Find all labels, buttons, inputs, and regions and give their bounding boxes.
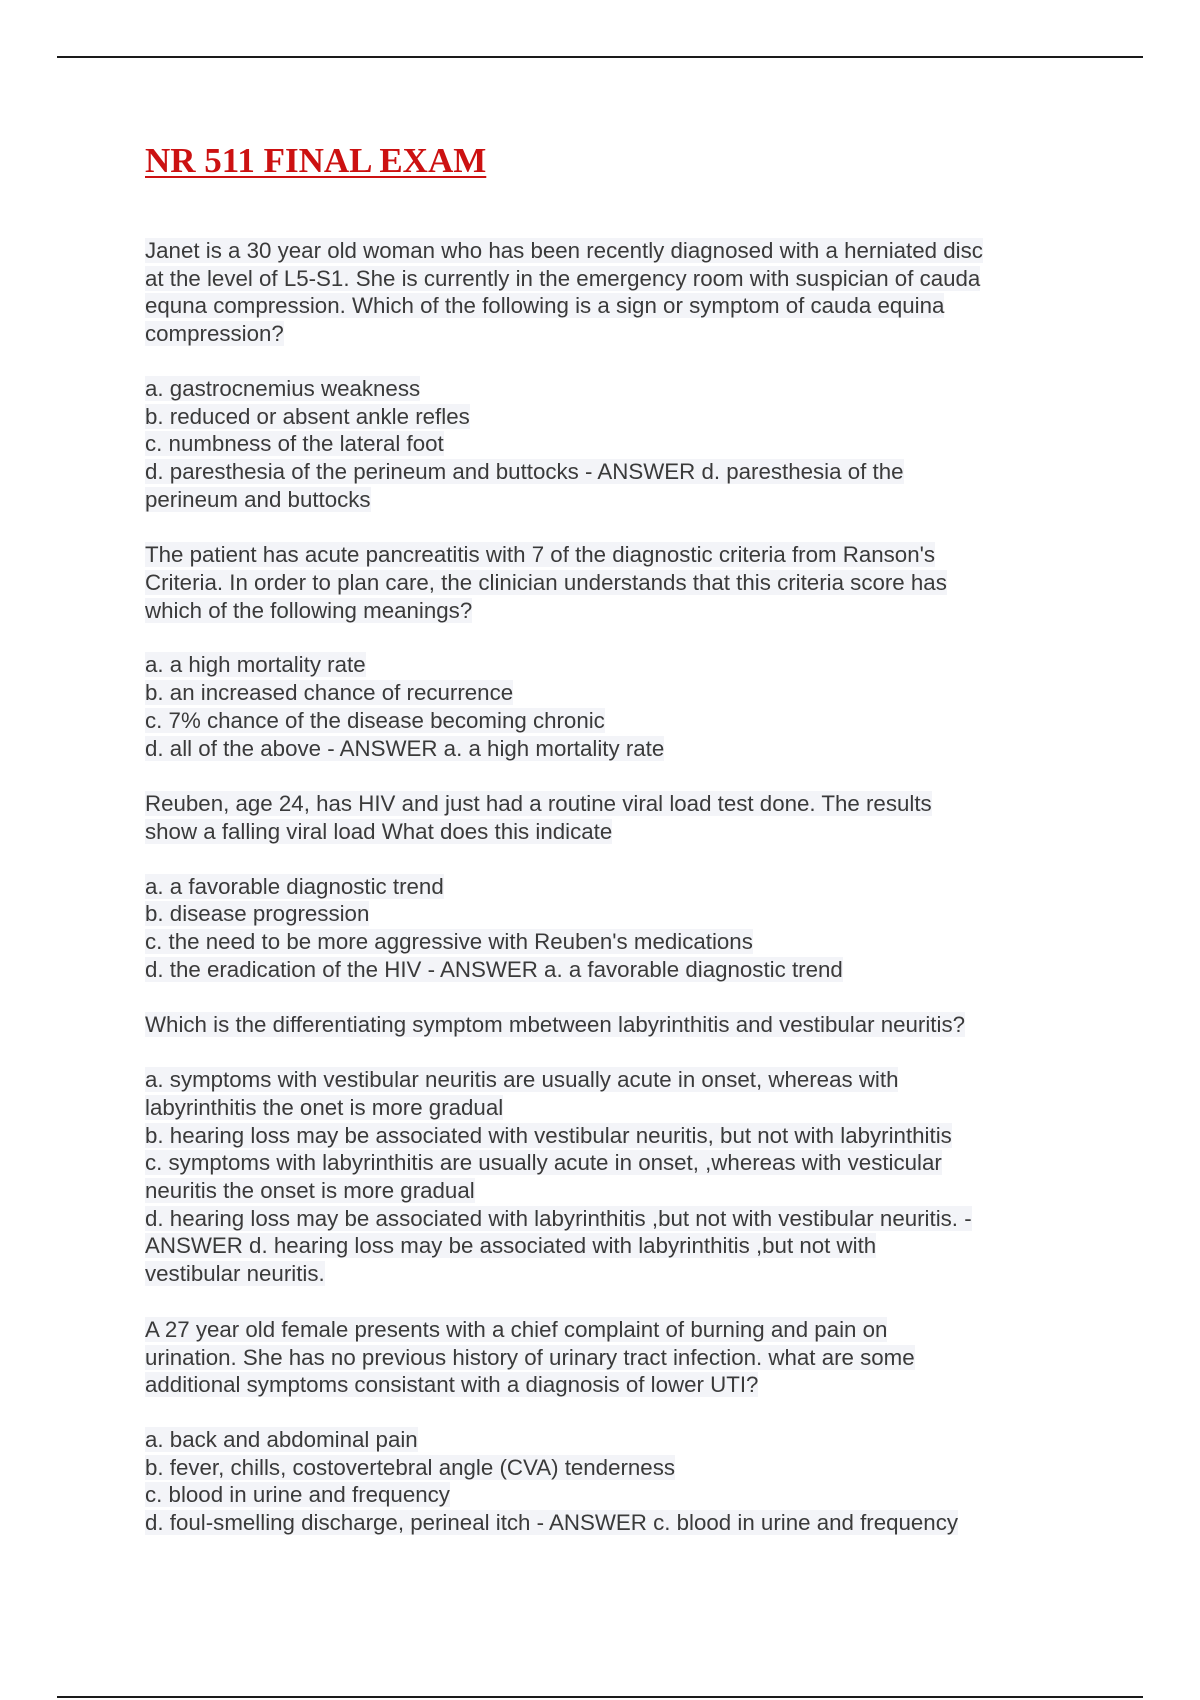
document-body [145, 140, 1065, 1565]
question-stem-line [145, 265, 1065, 293]
question-stem-line [145, 320, 1065, 348]
question-block [145, 790, 1065, 983]
answer-option-text: c. numbness of the lateral foot [145, 431, 444, 457]
question-stem-line [145, 1344, 1065, 1372]
answer-option-line [145, 873, 1065, 901]
question-stem-text: at the level of L5-S1. She is currently in the emergency room with suspician of cauda [145, 265, 981, 291]
question-stem-line [145, 541, 1065, 569]
answer-option-line [145, 735, 1065, 763]
answer-option-line [145, 430, 1065, 458]
answer-option-text: d. paresthesia of the perineum and buttocks - ANSWER d. paresthesia of the [145, 458, 904, 484]
question-stem [145, 541, 1065, 624]
question-stem-text: additional symptoms consistant with a diagnosis of lower UTI? [145, 1372, 759, 1398]
answer-option-line [145, 486, 1065, 514]
answer-option-text: b. fever, chills, costovertebral angle (CVA) tenderness [145, 1454, 676, 1480]
answer-option-text: d. foul-smelling discharge, perineal itch - ANSWER c. blood in urine and frequency [145, 1510, 959, 1536]
answer-option-line [145, 1177, 1065, 1205]
question-block [145, 541, 1065, 762]
answer-option-line [145, 1094, 1065, 1122]
answer-option-text: neuritis the onset is more gradual [145, 1177, 475, 1203]
answer-option-text: c. 7% chance of the disease becoming chronic [145, 707, 605, 733]
question-stem [145, 1316, 1065, 1399]
question-stem-text: The patient has acute pancreatitis with 7 of the diagnostic criteria from Ranson's [145, 542, 936, 568]
answer-option-text: b. disease progression [145, 901, 370, 927]
answer-option-text: b. reduced or absent ankle refles [145, 403, 470, 429]
question-stem-text: Reuben, age 24, has HIV and just had a routine viral load test done. The results [145, 791, 932, 817]
answer-option-text: c. symptoms with labyrinthitis are usually acute in onset, ,whereas with vesticular [145, 1150, 942, 1176]
answer-option-line [145, 1205, 1065, 1233]
answer-option-text: vestibular neuritis. [145, 1261, 325, 1287]
answer-option-text: a. symptoms with vestibular neuritis are usually acute in onset, whereas with [145, 1067, 899, 1093]
answer-option-line [145, 651, 1065, 679]
answer-option-line [145, 679, 1065, 707]
answer-option-line [145, 1426, 1065, 1454]
answer-option-text: d. hearing loss may be associated with labyrinthitis ,but not with vestibular neuritis. - [145, 1205, 972, 1231]
question-stem-line [145, 237, 1065, 265]
answer-option-line [145, 1454, 1065, 1482]
question-stem [145, 790, 1065, 845]
answer-options [145, 1066, 1065, 1288]
answer-option-text: c. the need to be more aggressive with Reuben's medications [145, 929, 753, 955]
answer-options [145, 1426, 1065, 1537]
document-title: NR 511 FINAL EXAM [145, 141, 487, 180]
question-stem-text: compression? [145, 321, 284, 347]
question-stem-text: Which is the differentiating symptom mbetween labyrinthitis and vestibular neuritis? [145, 1012, 966, 1038]
question-stem-line [145, 569, 1065, 597]
answer-option-line [145, 1260, 1065, 1288]
answer-option-line [145, 928, 1065, 956]
question-stem [145, 1011, 1065, 1039]
answer-option-text: labyrinthitis the onet is more gradual [145, 1094, 504, 1120]
answer-option-line [145, 375, 1065, 403]
question-stem-line [145, 818, 1065, 846]
top-rule [57, 56, 1143, 58]
answer-option-text: a. back and abdominal pain [145, 1426, 418, 1452]
question-stem-line [145, 1371, 1065, 1399]
answer-option-line [145, 900, 1065, 928]
answer-option-line [145, 956, 1065, 984]
answer-option-text: ANSWER d. hearing loss may be associated with labyrinthitis ,but not with [145, 1233, 877, 1259]
question-block [145, 237, 1065, 513]
question-stem-line [145, 292, 1065, 320]
answer-option-text: a. a favorable diagnostic trend [145, 873, 444, 899]
answer-option-line [145, 1149, 1065, 1177]
question-stem [145, 237, 1065, 348]
answer-option-text: perineum and buttocks [145, 486, 371, 512]
answer-option-line [145, 1066, 1065, 1094]
answer-option-text: d. all of the above - ANSWER a. a high mortality rate [145, 735, 665, 761]
question-stem-line [145, 1316, 1065, 1344]
answer-option-line [145, 458, 1065, 486]
answer-options [145, 375, 1065, 514]
question-list [145, 237, 1065, 1537]
answer-option-line [145, 403, 1065, 431]
question-stem-text: A 27 year old female presents with a chief complaint of burning and pain on [145, 1316, 888, 1342]
question-stem-line [145, 790, 1065, 818]
question-block [145, 1316, 1065, 1537]
answer-option-line [145, 1122, 1065, 1150]
question-stem-line [145, 1011, 1065, 1039]
answer-option-text: c. blood in urine and frequency [145, 1482, 450, 1508]
answer-options [145, 651, 1065, 762]
answer-options [145, 873, 1065, 984]
question-stem-text: which of the following meanings? [145, 597, 473, 623]
question-stem-text: Janet is a 30 year old woman who has been recently diagnosed with a herniated disc [145, 238, 983, 263]
answer-option-text: a. a high mortality rate [145, 652, 366, 678]
answer-option-line [145, 1232, 1065, 1260]
answer-option-text: b. hearing loss may be associated with vestibular neuritis, but not with labyrinthitis [145, 1122, 952, 1148]
question-stem-text: show a falling viral load What does this indicate [145, 818, 613, 844]
question-stem-text: Criteria. In order to plan care, the clinician understands that this criteria score has [145, 570, 947, 596]
question-block [145, 1011, 1065, 1287]
answer-option-text: b. an increased chance of recurrence [145, 680, 514, 706]
question-stem-line [145, 597, 1065, 625]
question-stem-text: urination. She has no previous history of urinary tract infection. what are some [145, 1344, 915, 1370]
answer-option-line [145, 707, 1065, 735]
answer-option-text: d. the eradication of the HIV - ANSWER a. a favorable diagnostic trend [145, 956, 843, 982]
answer-option-line [145, 1481, 1065, 1509]
answer-option-line [145, 1509, 1065, 1537]
answer-option-text: a. gastrocnemius weakness [145, 375, 421, 401]
bottom-rule [57, 1696, 1143, 1698]
question-stem-text: equna compression. Which of the following is a sign or symptom of cauda equina [145, 293, 945, 319]
